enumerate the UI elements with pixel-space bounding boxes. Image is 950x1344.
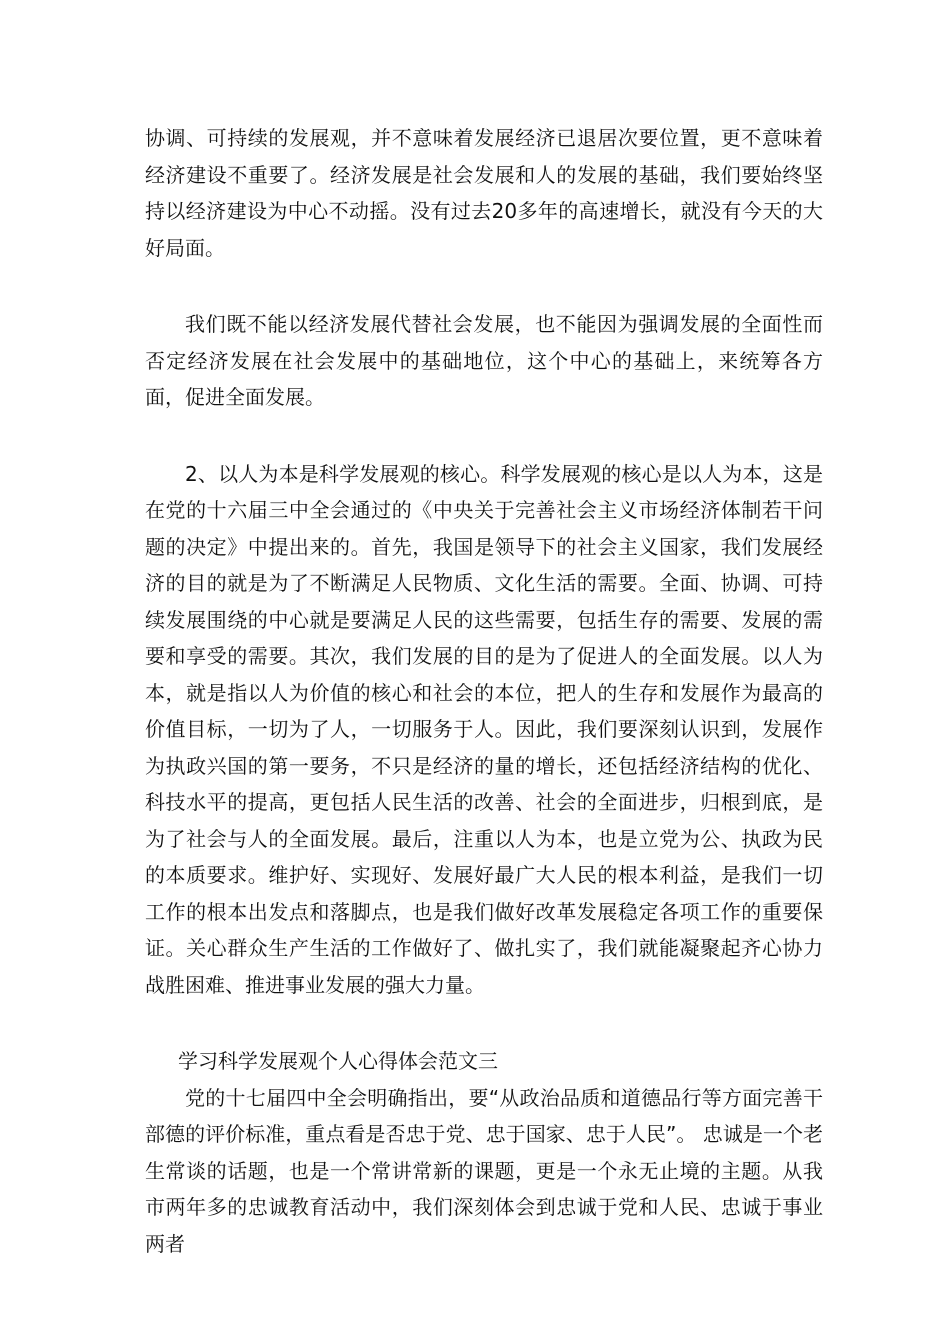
document-body — [145, 120, 823, 1262]
paragraph-social-development: 我们既不能以经济发展代替社会发展，也不能因为强调发展的全面性而否定经济发展在社会发展中的基础地位，这个中心的基础上，来统筹各方面，促进全面发展。 — [145, 312, 823, 409]
paragraph-people-oriented: 2、以人为本是科学发展观的核心。科学发展观的核心是以人为本，这是在党的十六届三中全会通过的《中央关于完善社会主义市场经济体制若干问题的决定》中提出来的。首先，我国是领导下的社会主义国家，我们发展经济的目的就是为了不断满足人民物质、文化生活的需要。全面、协调、可持续发展围绕的中心就是要满足人民的这些需要，包括生存的需要、发展的需要和享受的需要。其次，我们发展的目的是为了促进人的全面发展。以人为本，就是指以人为价值的核心和社会的本位，把人的生存和发展作为最高的价值目标，一切为了人，一切服务于人。因此，我们要深刻认识到，发展作为执政兴国的第一要务，不只是经济的量的增长，还包括经济结构的优化、科技水平的提高，更包括人民生活的改善、社会的全面进步，归根到底，是为了社会与人的全面发展。最后，注重以人为本，也是立党为公、执政为民的本质要求。维护好、实现好、发展好最广大人民的根本利益，是我们一切工作的根本出发点和落脚点，也是我们做好改革发展稳定各项工作的重要保证。关心群众生产生活的工作做好了、做扎实了，我们就能凝聚起齐心协力战胜困难、推进事业发展的强大力量。 — [145, 461, 823, 997]
paragraph-economic-development: 协调、可持续的发展观，并不意味着发展经济已退居次要位置，更不意味着经济建设不重要了。经济发展是社会发展和人的发展的基础，我们要始终坚持以经济建设为中心不动摇。没有过去20多年的高速增长，就没有今天的大好局面。 — [145, 126, 823, 260]
paragraph-loyalty: 党的十七届四中全会明确指出，要“从政治品质和道德品行等方面完善干部德的评价标准，重点看是否忠于党、忠于国家、忠于人民”。 忠诚是一个老生常谈的话题，也是一个常讲常新的课题，更是一个永无止境的主题。从我市两年多的忠诚教育活动中，我们深刻体会到忠诚于党和人民、忠诚于事业两者 — [145, 1085, 823, 1256]
section-title: 学习科学发展观个人心得体会范文三 — [178, 1049, 498, 1073]
